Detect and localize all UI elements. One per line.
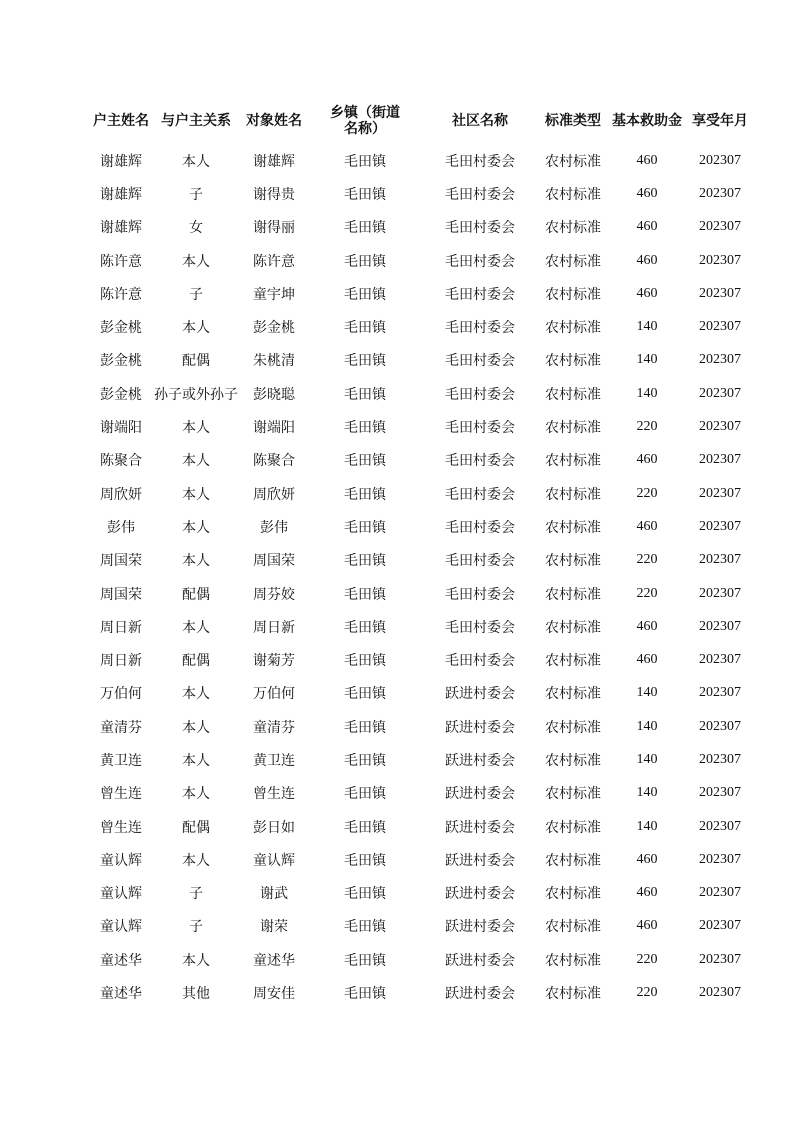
month-cell: 202307 — [699, 918, 741, 934]
assistance-amount-cell: 460 — [636, 851, 658, 867]
assistance-amount-cell: 220 — [636, 419, 658, 435]
standard-type-cell: 农村标准 — [545, 220, 601, 237]
assistance-amount-cell: 460 — [636, 918, 658, 934]
household-head-cell: 黄卫连 — [100, 752, 142, 769]
table-row — [88, 943, 752, 976]
beneficiary-name-cell: 谢得丽 — [253, 220, 295, 237]
community-cell: 跃进村委会 — [445, 752, 515, 769]
assistance-amount-cell: 140 — [636, 685, 658, 701]
standard-type-cell: 农村标准 — [545, 286, 601, 303]
household-head-cell: 陈许意 — [100, 253, 142, 270]
household-head-cell: 陈聚合 — [100, 453, 142, 470]
community-cell: 毛田村委会 — [445, 519, 515, 536]
household-head-cell: 童述华 — [100, 952, 142, 969]
table-row — [88, 244, 752, 277]
relation-cell: 配偶 — [182, 653, 210, 670]
standard-type-cell: 农村标准 — [545, 386, 601, 403]
standard-type-cell: 农村标准 — [545, 852, 601, 869]
township-cell: 毛田镇 — [344, 653, 386, 670]
household-head-cell: 彭伟 — [107, 519, 135, 536]
standard-type-cell: 农村标准 — [545, 253, 601, 270]
township-cell: 毛田镇 — [344, 952, 386, 969]
month-cell: 202307 — [699, 652, 741, 668]
beneficiary-name-cell: 周安佳 — [253, 986, 295, 1003]
month-cell: 202307 — [699, 319, 741, 335]
month-cell: 202307 — [699, 452, 741, 468]
relation-cell: 配偶 — [182, 353, 210, 370]
community-cell: 毛田村委会 — [445, 253, 515, 270]
month-cell: 202307 — [699, 552, 741, 568]
beneficiary-name-cell: 童清芬 — [253, 719, 295, 736]
township-cell: 毛田镇 — [344, 886, 386, 903]
table-body — [88, 144, 752, 1010]
community-cell: 毛田村委会 — [445, 153, 515, 170]
standard-type-cell: 农村标准 — [545, 320, 601, 337]
relation-cell: 本人 — [182, 320, 210, 337]
township-cell: 毛田镇 — [344, 852, 386, 869]
household-head-cell: 陈许意 — [100, 286, 142, 303]
assistance-amount-cell: 220 — [636, 485, 658, 501]
relation-cell: 本人 — [182, 619, 210, 636]
assistance-amount-cell: 140 — [636, 718, 658, 734]
relation-cell: 配偶 — [182, 586, 210, 603]
relation-cell: 本人 — [182, 153, 210, 170]
header-cell: 享受年月 — [692, 113, 748, 129]
relation-cell: 本人 — [182, 786, 210, 803]
township-cell: 毛田镇 — [344, 486, 386, 503]
relation-cell: 子 — [189, 286, 203, 303]
community-cell: 跃进村委会 — [445, 686, 515, 703]
month-cell: 202307 — [699, 252, 741, 268]
beneficiary-name-cell: 谢荣 — [260, 919, 288, 936]
household-head-cell: 周欣妍 — [100, 486, 142, 503]
township-cell: 毛田镇 — [344, 553, 386, 570]
month-cell: 202307 — [699, 751, 741, 767]
household-head-cell: 曾生连 — [100, 819, 142, 836]
standard-type-cell: 农村标准 — [545, 719, 601, 736]
township-cell: 毛田镇 — [344, 752, 386, 769]
assistance-amount-cell: 220 — [636, 985, 658, 1001]
assistance-amount-cell: 220 — [636, 585, 658, 601]
township-cell: 毛田镇 — [344, 919, 386, 936]
relation-cell: 本人 — [182, 719, 210, 736]
standard-type-cell: 农村标准 — [545, 752, 601, 769]
relation-cell: 本人 — [182, 420, 210, 437]
household-head-cell: 彭金桃 — [100, 320, 142, 337]
relation-cell: 女 — [189, 220, 203, 237]
month-cell: 202307 — [699, 152, 741, 168]
beneficiary-name-cell: 陈许意 — [253, 253, 295, 270]
table-row — [88, 177, 752, 210]
month-cell: 202307 — [699, 485, 741, 501]
relation-cell: 本人 — [182, 519, 210, 536]
table-row — [88, 743, 752, 776]
community-cell: 毛田村委会 — [445, 420, 515, 437]
standard-type-cell: 农村标准 — [545, 420, 601, 437]
table-row — [88, 544, 752, 577]
township-cell: 毛田镇 — [344, 786, 386, 803]
assistance-amount-cell: 220 — [636, 951, 658, 967]
beneficiary-name-cell: 黄卫连 — [253, 752, 295, 769]
township-cell: 毛田镇 — [344, 253, 386, 270]
relation-cell: 配偶 — [182, 819, 210, 836]
community-cell: 跃进村委会 — [445, 886, 515, 903]
township-cell: 毛田镇 — [344, 719, 386, 736]
community-cell: 跃进村委会 — [445, 952, 515, 969]
household-head-cell: 童认辉 — [100, 886, 142, 903]
standard-type-cell: 农村标准 — [545, 986, 601, 1003]
community-cell: 毛田村委会 — [445, 486, 515, 503]
standard-type-cell: 农村标准 — [545, 553, 601, 570]
table-row — [88, 410, 752, 443]
relation-cell: 本人 — [182, 253, 210, 270]
township-cell: 毛田镇 — [344, 619, 386, 636]
month-cell: 202307 — [699, 219, 741, 235]
beneficiary-name-cell: 彭伟 — [260, 519, 288, 536]
table-row — [88, 144, 752, 177]
township-cell: 毛田镇 — [344, 286, 386, 303]
relation-cell: 本人 — [182, 852, 210, 869]
header-cell: 与户主关系 — [161, 113, 231, 129]
standard-type-cell: 农村标准 — [545, 519, 601, 536]
standard-type-cell: 农村标准 — [545, 186, 601, 203]
standard-type-cell: 农村标准 — [545, 486, 601, 503]
table-row — [88, 677, 752, 710]
month-cell: 202307 — [699, 585, 741, 601]
standard-type-cell: 农村标准 — [545, 653, 601, 670]
standard-type-cell: 农村标准 — [545, 952, 601, 969]
household-head-cell: 彭金桃 — [100, 386, 142, 403]
assistance-amount-cell: 140 — [636, 352, 658, 368]
community-cell: 跃进村委会 — [445, 919, 515, 936]
standard-type-cell: 农村标准 — [545, 619, 601, 636]
assistance-amount-cell: 460 — [636, 285, 658, 301]
relation-cell: 子 — [189, 919, 203, 936]
township-cell: 毛田镇 — [344, 453, 386, 470]
beneficiary-name-cell: 周芬姣 — [253, 586, 295, 603]
township-cell: 毛田镇 — [344, 153, 386, 170]
header-row — [88, 98, 752, 144]
township-cell: 毛田镇 — [344, 986, 386, 1003]
household-head-cell: 谢雄辉 — [100, 220, 142, 237]
assistance-amount-cell: 460 — [636, 618, 658, 634]
township-cell: 毛田镇 — [344, 220, 386, 237]
month-cell: 202307 — [699, 818, 741, 834]
relation-cell: 本人 — [182, 486, 210, 503]
relation-cell: 本人 — [182, 686, 210, 703]
month-cell: 202307 — [699, 352, 741, 368]
relation-cell: 本人 — [182, 752, 210, 769]
standard-type-cell: 农村标准 — [545, 886, 601, 903]
township-cell: 毛田镇 — [344, 353, 386, 370]
header-cell: 对象姓名 — [246, 113, 302, 129]
table-row — [88, 710, 752, 743]
table-row — [88, 843, 752, 876]
beneficiary-name-cell: 周日新 — [253, 619, 295, 636]
beneficiary-name-cell: 谢端阳 — [253, 420, 295, 437]
assistance-amount-cell: 140 — [636, 818, 658, 834]
household-head-cell: 彭金桃 — [100, 353, 142, 370]
month-cell: 202307 — [699, 685, 741, 701]
beneficiary-name-cell: 朱桃清 — [253, 353, 295, 370]
relation-cell: 子 — [189, 186, 203, 203]
household-head-cell: 童认辉 — [100, 852, 142, 869]
table-row — [88, 510, 752, 543]
month-cell: 202307 — [699, 618, 741, 634]
beneficiary-name-cell: 彭晓聪 — [253, 386, 295, 403]
household-head-cell: 周国荣 — [100, 553, 142, 570]
header-cell: 户主姓名 — [93, 113, 149, 129]
assistance-amount-cell: 460 — [636, 518, 658, 534]
community-cell: 毛田村委会 — [445, 353, 515, 370]
community-cell: 毛田村委会 — [445, 186, 515, 203]
household-head-cell: 谢雄辉 — [100, 153, 142, 170]
month-cell: 202307 — [699, 385, 741, 401]
household-head-cell: 周日新 — [100, 653, 142, 670]
community-cell: 毛田村委会 — [445, 553, 515, 570]
table-row — [88, 277, 752, 310]
table-row — [88, 976, 752, 1009]
assistance-amount-cell: 460 — [636, 185, 658, 201]
assistance-amount-cell: 140 — [636, 319, 658, 335]
table-row — [88, 643, 752, 676]
table-row — [88, 877, 752, 910]
month-cell: 202307 — [699, 518, 741, 534]
community-cell: 跃进村委会 — [445, 986, 515, 1003]
table-row — [88, 211, 752, 244]
standard-type-cell: 农村标准 — [545, 919, 601, 936]
month-cell: 202307 — [699, 285, 741, 301]
household-head-cell: 曾生连 — [100, 786, 142, 803]
table-row — [88, 344, 752, 377]
standard-type-cell: 农村标准 — [545, 686, 601, 703]
assistance-amount-cell: 460 — [636, 452, 658, 468]
relation-cell: 孙子或外孙子 — [154, 386, 238, 403]
beneficiary-name-cell: 谢得贵 — [253, 186, 295, 203]
community-cell: 毛田村委会 — [445, 220, 515, 237]
standard-type-cell: 农村标准 — [545, 153, 601, 170]
beneficiary-name-cell: 彭日如 — [253, 819, 295, 836]
assistance-table — [88, 98, 752, 1010]
community-cell: 跃进村委会 — [445, 719, 515, 736]
community-cell: 跃进村委会 — [445, 819, 515, 836]
header-cell: 乡镇（街道名称） — [330, 105, 400, 137]
month-cell: 202307 — [699, 185, 741, 201]
month-cell: 202307 — [699, 951, 741, 967]
township-cell: 毛田镇 — [344, 819, 386, 836]
community-cell: 跃进村委会 — [445, 852, 515, 869]
township-cell: 毛田镇 — [344, 420, 386, 437]
table-row — [88, 577, 752, 610]
relation-cell: 本人 — [182, 553, 210, 570]
assistance-amount-cell: 140 — [636, 751, 658, 767]
assistance-amount-cell: 140 — [636, 385, 658, 401]
household-head-cell: 周国荣 — [100, 586, 142, 603]
beneficiary-name-cell: 童宇坤 — [253, 286, 295, 303]
beneficiary-name-cell: 童认辉 — [253, 852, 295, 869]
beneficiary-name-cell: 童述华 — [253, 952, 295, 969]
community-cell: 毛田村委会 — [445, 453, 515, 470]
table-row — [88, 777, 752, 810]
standard-type-cell: 农村标准 — [545, 586, 601, 603]
header-cell: 标准类型 — [545, 113, 601, 129]
household-head-cell: 谢端阳 — [100, 420, 142, 437]
community-cell: 毛田村委会 — [445, 653, 515, 670]
beneficiary-name-cell: 万伯何 — [253, 686, 295, 703]
assistance-amount-cell: 140 — [636, 785, 658, 801]
household-head-cell: 童述华 — [100, 986, 142, 1003]
township-cell: 毛田镇 — [344, 686, 386, 703]
beneficiary-name-cell: 周欣妍 — [253, 486, 295, 503]
table-row — [88, 444, 752, 477]
community-cell: 毛田村委会 — [445, 619, 515, 636]
beneficiary-name-cell: 彭金桃 — [253, 320, 295, 337]
relation-cell: 本人 — [182, 453, 210, 470]
household-head-cell: 童认辉 — [100, 919, 142, 936]
relation-cell: 子 — [189, 886, 203, 903]
table-row — [88, 810, 752, 843]
month-cell: 202307 — [699, 851, 741, 867]
relation-cell: 本人 — [182, 952, 210, 969]
table-row — [88, 910, 752, 943]
beneficiary-name-cell: 谢菊芳 — [253, 653, 295, 670]
township-cell: 毛田镇 — [344, 186, 386, 203]
household-head-cell: 谢雄辉 — [100, 186, 142, 203]
beneficiary-name-cell: 曾生连 — [253, 786, 295, 803]
table-row — [88, 610, 752, 643]
community-cell: 毛田村委会 — [445, 320, 515, 337]
standard-type-cell: 农村标准 — [545, 786, 601, 803]
assistance-amount-cell: 460 — [636, 152, 658, 168]
township-cell: 毛田镇 — [344, 519, 386, 536]
beneficiary-name-cell: 周国荣 — [253, 553, 295, 570]
table-row — [88, 477, 752, 510]
standard-type-cell: 农村标准 — [545, 819, 601, 836]
table-row — [88, 310, 752, 343]
month-cell: 202307 — [699, 419, 741, 435]
household-head-cell: 周日新 — [100, 619, 142, 636]
household-head-cell: 万伯何 — [100, 686, 142, 703]
community-cell: 跃进村委会 — [445, 786, 515, 803]
township-cell: 毛田镇 — [344, 320, 386, 337]
month-cell: 202307 — [699, 785, 741, 801]
month-cell: 202307 — [699, 985, 741, 1001]
header-cell: 社区名称 — [452, 113, 508, 129]
township-cell: 毛田镇 — [344, 386, 386, 403]
beneficiary-name-cell: 陈聚合 — [253, 453, 295, 470]
month-cell: 202307 — [699, 885, 741, 901]
standard-type-cell: 农村标准 — [545, 353, 601, 370]
township-cell: 毛田镇 — [344, 586, 386, 603]
month-cell: 202307 — [699, 718, 741, 734]
assistance-amount-cell: 460 — [636, 252, 658, 268]
assistance-amount-cell: 220 — [636, 552, 658, 568]
standard-type-cell: 农村标准 — [545, 453, 601, 470]
beneficiary-name-cell: 谢武 — [260, 886, 288, 903]
community-cell: 毛田村委会 — [445, 286, 515, 303]
assistance-amount-cell: 460 — [636, 885, 658, 901]
household-head-cell: 童清芬 — [100, 719, 142, 736]
community-cell: 毛田村委会 — [445, 386, 515, 403]
beneficiary-name-cell: 谢雄辉 — [253, 153, 295, 170]
assistance-amount-cell: 460 — [636, 652, 658, 668]
assistance-amount-cell: 460 — [636, 219, 658, 235]
header-cell: 基本救助金 — [612, 113, 682, 129]
community-cell: 毛田村委会 — [445, 586, 515, 603]
table-row — [88, 377, 752, 410]
relation-cell: 其他 — [182, 986, 210, 1003]
